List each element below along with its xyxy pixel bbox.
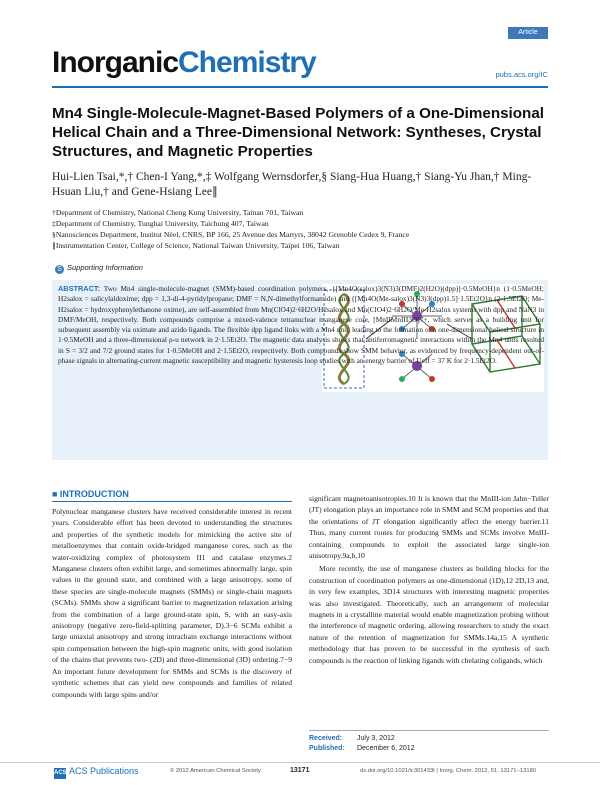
affiliation: ‡Department of Chemistry, Tunghai University, Taichung 407, Taiwan xyxy=(52,219,269,228)
acs-logo-icon: ACS xyxy=(54,768,66,779)
journal-logo: InorganicChemistry xyxy=(52,46,316,79)
affiliations xyxy=(52,207,552,251)
acs-publications-logo: ACS ACS Publications xyxy=(54,766,139,779)
author-list: Hui-Lien Tsai,*,† Chen-I Yang,*,‡ Wolfgang Wernsdorfer,§ Siang-Hua Huang,† Siang-Yu Jhan,† Ming-Hsuan Liu,† and Gene-Hsiang Lee∥ xyxy=(52,171,532,198)
abstract-text: ABSTRACT: Two Mn4 single-molecule-magnet (SMM)-based coordination polymers, {[Mn4O(salox)3(N3)3(DMF)2(H2O)(dpp)]·0.5MeOH}n (1·0.5MeOH; H2salox = salicylaldoxime; dpp = 1,3-di-4-pyridylpropane; DMF = N,N-dimethylformamide) and {[Mn4O(Me-salox)3(N3)3(dpp)1.5]·1.5Et2O}n (2·1.5Et2O; Me-H2salox = hydroxyphenylethanone oxime), are self-assembled from Mn(ClO4)2·6H2O/H2salox and Mn(ClO4)2·6H2O/Me-H2salox systems with dpp and NaN3 in DMF/MeOH, respectively. Both compounds comprise a mixed-valence tetranuclear manganese core, [MnIIMnIII3O]7+, which serves as a building unit for subsequent assembly via oximate and azido ligands. The flexible dpp ligand links with a Mn4 unit, leading to the formation of a one-dimensional helical structure in 1·0.5MeOH and a three-dimensional ρ-u network in 2·1.5Et2O. The magnetic data analysis shows that antiferromagnetic interactions within the Mn4 units resulted in S = 3/2 and 7/2 ground states for 1·0.5MeOH and 2·1.5Et2O, respectively. Both compounds show SMM behavior, as evidenced by frequency-dependent out-of-phase signals in alternating-current magnetic susceptibility and magnetic hysteresis loop studies with an energy barrier of Ueff = 37 K for 2·1.5Et2O. xyxy=(58,284,544,366)
section-divider xyxy=(52,501,292,502)
header-divider xyxy=(52,86,548,88)
affiliation: †Department of Chemistry, National Cheng Kung University, Tainan 701, Taiwan xyxy=(52,208,304,217)
supporting-info-icon: S xyxy=(55,265,64,274)
affiliation: §Nanosciences Department, Institut Néel, CNRS, BP 166, 25 Avenue des Martyrs, 38042 Grenoble Cedex 9, France xyxy=(52,230,410,239)
published-date: December 6, 2012 xyxy=(357,745,415,752)
supporting-info-link[interactable]: S Supporting Information xyxy=(55,263,143,274)
doi-citation[interactable]: dx.doi.org/10.1021/ic301433t | Inorg. Chem. 2012, 51, 13171−13180 xyxy=(360,768,537,774)
body-paragraph: significant magnetoanisotropies.10 It is known that the MnIII-ion Jahn−Teller (JT) elongation plays an importance role in SMM and SCM properties and that the orientations of JT elongation significantly affect the energy barrier.11 Thus, many current routes for producing SMMs and SCMs involve MnIII-containing compounds to exploit the associated large single-ion anisotropy.9a,b,10 xyxy=(309,494,550,561)
received-date: July 3, 2012 xyxy=(357,735,395,742)
copyright-notice: © 2012 American Chemical Society xyxy=(170,768,261,774)
journal-url-link[interactable]: pubs.acs.org/IC xyxy=(495,70,548,79)
footer-divider xyxy=(0,762,600,763)
publication-dates: Received: July 3, 2012 Published: December 6, 2012 xyxy=(309,730,549,754)
affiliation: ∥Instrumentation Center, College of Science, National Taiwan University, Taipei 106, Taiwan xyxy=(52,241,340,250)
body-paragraph: More recently, the use of manganese clusters as building blocks for the construction of coordination polymers as one-dimensional (1D),12 2D,13 and, in very few examples, 3D14 structures with interesting magnetic properties was also investigated. Theoretically, such an arrangement of molecular magnets in a crystalline material would enable magnetization probing without the interference of magnetic ordering, allowing researchers to study the exact nature of the retention of magnetization for SMMs.14a,15 A synthetic methodology that has proven to be successful in the synthesis of such compounds is the reaction of linking ligands with chelating coligands, which xyxy=(309,564,549,665)
section-heading-introduction: ■ INTRODUCTION xyxy=(52,489,129,499)
body-column-right xyxy=(309,493,549,666)
body-column-left: Polynuclear manganese clusters have received considerable interest in recent years. Considerable effort has been devoted to understanding the structures and properties of the synthetic models for mimicking the active site of metalloenzymes that contain oxide-bridged manganese cores, such as the water-oxidizing complex of photosystem II1 and catalase enzymes.2 Manganese clusters often exhibit large, and sometimes abnormally large, spin values in the ground state, and combined with a large anisotropy, some of these species are single-molecule magnets (SMMs) or single-chain magnets (SCMs). SMMs show a significant barrier to magnetization relaxation arising from the combination of a large ground-state spin, S, with an easy-axis anisotropy (negative zero-field-splitting parameter, D).3−6 SCMs exhibit a large uniaxial anisotropy and strong intrachain exchange interactions without spin compensation between the high-spin magnetic units, with good isolation of the chains that prevents two- (2D) and three-dimensional (3D) ordering.7−9 An important future development for SMMs and SCMs is the discovery of synthetic schemes that can yield new compounds and families of related compounds with large spins and/or xyxy=(52,507,292,699)
article-title: Mn4 Single-Molecule-Magnet-Based Polymers of a One-Dimensional Helical Chain and a Three-Dimensional Network: Syntheses, Crystal Structures, and Magnetic Properties xyxy=(52,105,544,160)
page-number: 13171 xyxy=(290,767,310,774)
article-type-badge: Article xyxy=(508,27,548,39)
